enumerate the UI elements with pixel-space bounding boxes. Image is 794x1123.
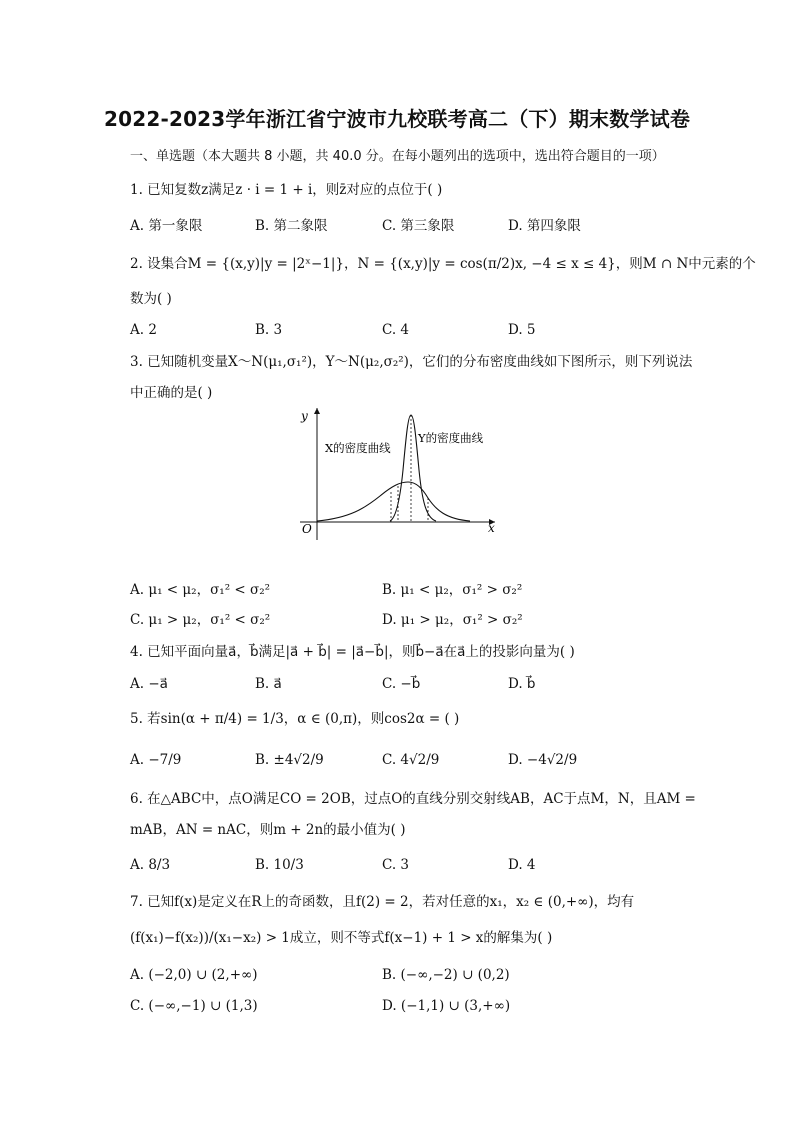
q3-option-b: B. μ₁ < μ₂，σ₁² > σ₂² [382,582,523,598]
q5-option-a: A. −7/9 [130,752,182,768]
q1-option-d: D. 第四象限 [508,218,581,234]
density-curves-figure [290,400,505,542]
q3-option-d: D. μ₁ > μ₂，σ₁² > σ₂² [382,612,523,628]
q2-option-d: D. 5 [508,322,536,338]
question-3-stem-line1: 3. 已知随机变量X～N(μ₁,σ₁²)，Y～N(μ₂,σ₂²)，它们的分布密度曲线如下图所示，则下列说法 [130,354,693,370]
q6-option-d: D. 4 [508,857,536,873]
x-curve-label: X的密度曲线 [325,441,391,455]
q5-option-d: D. −4√2/9 [508,752,578,768]
q3-option-a: A. μ₁ < μ₂，σ₁² < σ₂² [130,582,271,598]
page-title: 2022-2023学年浙江省宁波市九校联考高二（下）期末数学试卷 [103,107,691,131]
question-6-stem-line2: mAB，AN = nAC，则m + 2n的最小值为( ) [130,822,406,838]
question-7-stem-line1: 7. 已知f(x)是定义在R上的奇函数，且f(2) = 2，若对任意的x₁，x₂ ∈ (0,+∞)，均有 [130,894,635,910]
question-4-stem: 4. 已知平面向量a⃗，b⃗满足|a⃗ + b⃗| = |a⃗−b⃗|，则b⃗−a⃗在a⃗上的投影向量为( ) [130,644,575,660]
q1-option-a: A. 第一象限 [130,218,203,234]
section-heading: 一、单选题（本大题共 8 小题，共 40.0 分。在每小题列出的选项中，选出符合题目的一项） [130,149,665,164]
q6-option-c: C. 3 [382,857,410,873]
q7-option-b: B. (−∞,−2) ∪ (0,2) [382,967,510,983]
q2-option-a: A. 2 [130,322,157,338]
q7-option-d: D. (−1,1) ∪ (3,+∞) [382,998,511,1014]
question-2-stem-line1: 2. 设集合M = {(x,y)|y = |2ˣ−1|}，N = {(x,y)|y = cos(π/2)x, −4 ≤ x ≤ 4}，则M ∩ N中元素的个 [130,256,756,272]
q4-option-b: B. a⃗ [255,676,282,692]
q7-option-a: A. (−2,0) ∪ (2,+∞) [130,967,258,983]
x-axis-label: x [488,521,495,535]
q6-option-a: A. 8/3 [130,857,171,873]
question-7-stem-line2: (f(x₁)−f(x₂))/(x₁−x₂) > 1成立，则不等式f(x−1) + 1 > x的解集为( ) [130,930,553,946]
question-1-stem: 1. 已知复数z满足z · i = 1 + i，则z̄对应的点位于( ) [130,182,443,198]
q1-option-c: C. 第三象限 [382,218,455,234]
q6-option-b: B. 10/3 [255,857,304,873]
q2-option-c: C. 4 [382,322,410,338]
q5-option-c: C. 4√2/9 [382,752,440,768]
x-density-curve [317,482,470,521]
origin-label: O [302,522,312,536]
y-axis-arrow-icon [314,408,320,414]
q4-option-d: D. b⃗ [508,676,536,692]
question-3-stem-line2: 中正确的是( ) [130,385,213,401]
question-2-stem-line2: 数为( ) [130,291,172,307]
q1-option-b: B. 第二象限 [255,218,328,234]
q4-option-c: C. −b⃗ [382,676,421,692]
y-curve-label: Y的密度曲线 [418,431,484,445]
question-6-stem-line1: 6. 在△ABC中，点O满足CO = 2OB，过点O的直线分别交射线AB，AC于点M，N，且AM = [130,791,696,807]
q4-option-a: A. −a⃗ [130,676,168,692]
q3-option-c: C. μ₁ > μ₂，σ₁² < σ₂² [130,612,271,628]
q5-option-b: B. ±4√2/9 [255,752,324,768]
question-5-stem: 5. 若sin(α + π/4) = 1/3，α ∈ (0,π)，则cos2α = ( ) [130,711,460,727]
y-axis-label: y [301,409,308,423]
q7-option-c: C. (−∞,−1) ∪ (1,3) [130,998,258,1014]
q2-option-b: B. 3 [255,322,283,338]
